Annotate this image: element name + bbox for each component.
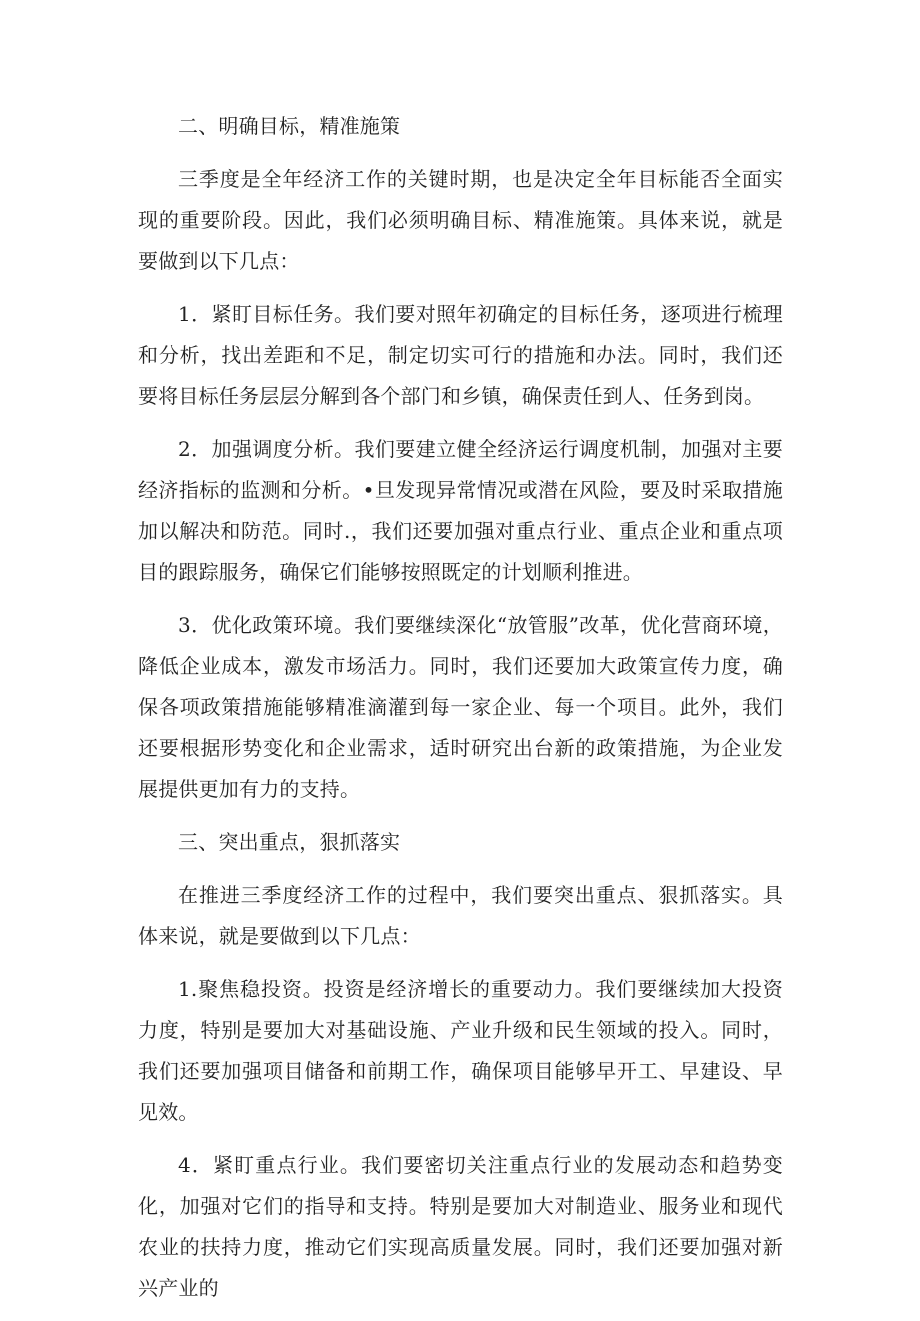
list-item-scheduling-analysis: 2．加强调度分析。我们要建立健全经济运行调度机制，加强对主要经济指标的监测和分析。•旦发现异常情况或潜在风险，要及时采取措施加以解决和防范。同时.，我们还要加强对重点行业、重点企业和重点项目的跟踪服务，确保它们能够按照既定的计划顺利推进。 — [138, 437, 783, 584]
list-item-target-tasks: 1．紧盯目标任务。我们要对照年初确定的目标任务，逐项进行梳理和分析，找出差距和不足，制定切实可行的措施和办法。同时，我们还要将目标任务层层分解到各个部门和乡镇，确保责任到人、任务到岗。 — [138, 302, 783, 408]
paragraph-intro-3: 在推进三季度经济工作的过程中，我们要突出重点、狠抓落实。具体来说，就是要做到以下几点： — [138, 883, 783, 948]
paragraph-intro-2: 三季度是全年经济工作的关键时期，也是决定全年目标能否全面实现的重要阶段。因此，我们必须明确目标、精准施策。具体来说，就是要做到以下几点： — [138, 167, 783, 273]
list-item-key-industries: 4．紧盯重点行业。我们要密切关注重点行业的发展动态和趋势变化，加强对它们的指导和支持。特别是要加大对制造业、服务业和现代农业的扶持力度，推动它们实现高质量发展。同时，我们还要加强对新兴产业的 — [138, 1153, 783, 1300]
document-page — [138, 106, 783, 1321]
list-item-stable-investment: 1.聚焦稳投资。投资是经济增长的重要动力。我们要继续加大投资力度，特别是要加大对基础设施、产业升级和民生领域的投入。同时，我们还要加强项目储备和前期工作，确保项目能够早开工、早建设、早见效。 — [138, 977, 783, 1124]
section-heading-2: 二、明确目标，精准施策 — [178, 114, 401, 138]
list-item-policy-environment: 3．优化政策环境。我们要继续深化“放管服”改革，优化营商环境，降低企业成本，激发市场活力。同时，我们还要加大政策宣传力度，确保各项政策措施能够精准滴灌到每一家企业、每一个项目。此外，我们还要根据形势变化和企业需求，适时研究出台新的政策措施，为企业发展提供更加有力的支持。 — [138, 613, 783, 801]
section-heading-3: 三、突出重点，狠抓落实 — [178, 830, 401, 854]
